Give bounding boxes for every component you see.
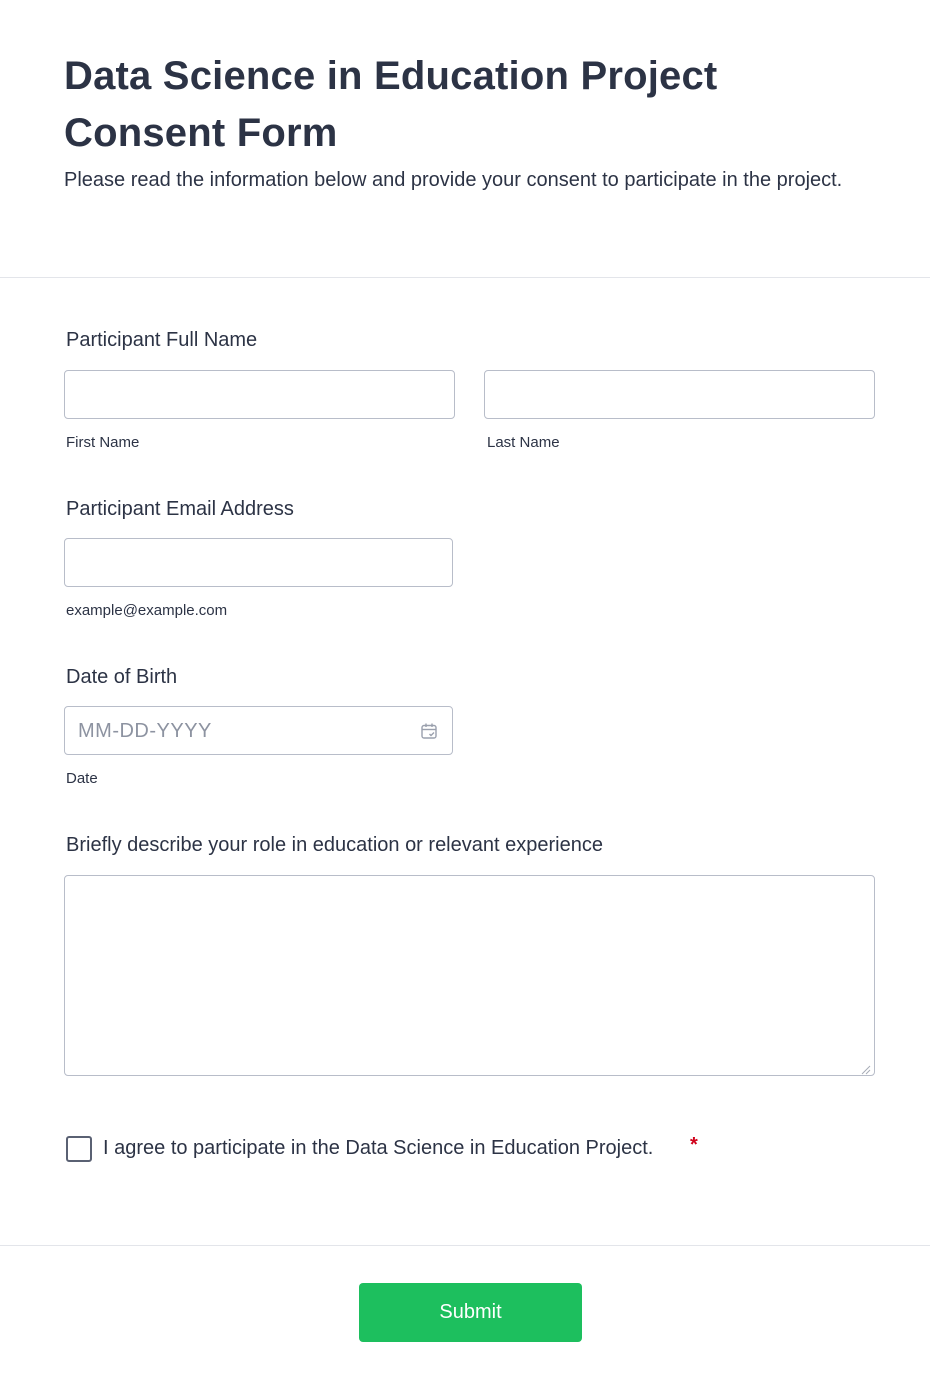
consent-label: I agree to participate in the Data Science in Education Project.	[103, 1137, 654, 1159]
experience-textarea[interactable]	[64, 875, 875, 1076]
dob-sublabel: Date	[66, 770, 98, 787]
full-name-label: Participant Full Name	[66, 329, 258, 351]
submit-button[interactable]: Submit	[359, 1283, 582, 1342]
form-title: Data Science in Education Project Consent Form	[64, 54, 718, 155]
dob-label: Date of Birth	[66, 666, 178, 688]
form-subtitle: Please read the information below and provide your consent to participate in the project.	[64, 169, 843, 191]
consent-checkbox[interactable]	[66, 1136, 92, 1162]
resize-grip-icon[interactable]	[861, 1062, 871, 1072]
dob-input[interactable]	[64, 706, 453, 755]
email-sublabel: example@example.com	[66, 602, 228, 619]
form-header	[0, 0, 930, 278]
last-name-sublabel: Last Name	[487, 434, 560, 451]
first-name-input[interactable]	[64, 370, 455, 419]
experience-label: Briefly describe your role in education or relevant experience	[66, 834, 603, 856]
calendar-icon[interactable]	[420, 722, 438, 740]
first-name-sublabel: First Name	[66, 434, 140, 451]
email-input[interactable]	[64, 538, 453, 587]
email-label: Participant Email Address	[66, 498, 294, 520]
dob-placeholder: MM-DD-YYYY	[78, 720, 212, 742]
last-name-input[interactable]	[484, 370, 875, 419]
required-marker: *	[690, 1134, 698, 1156]
